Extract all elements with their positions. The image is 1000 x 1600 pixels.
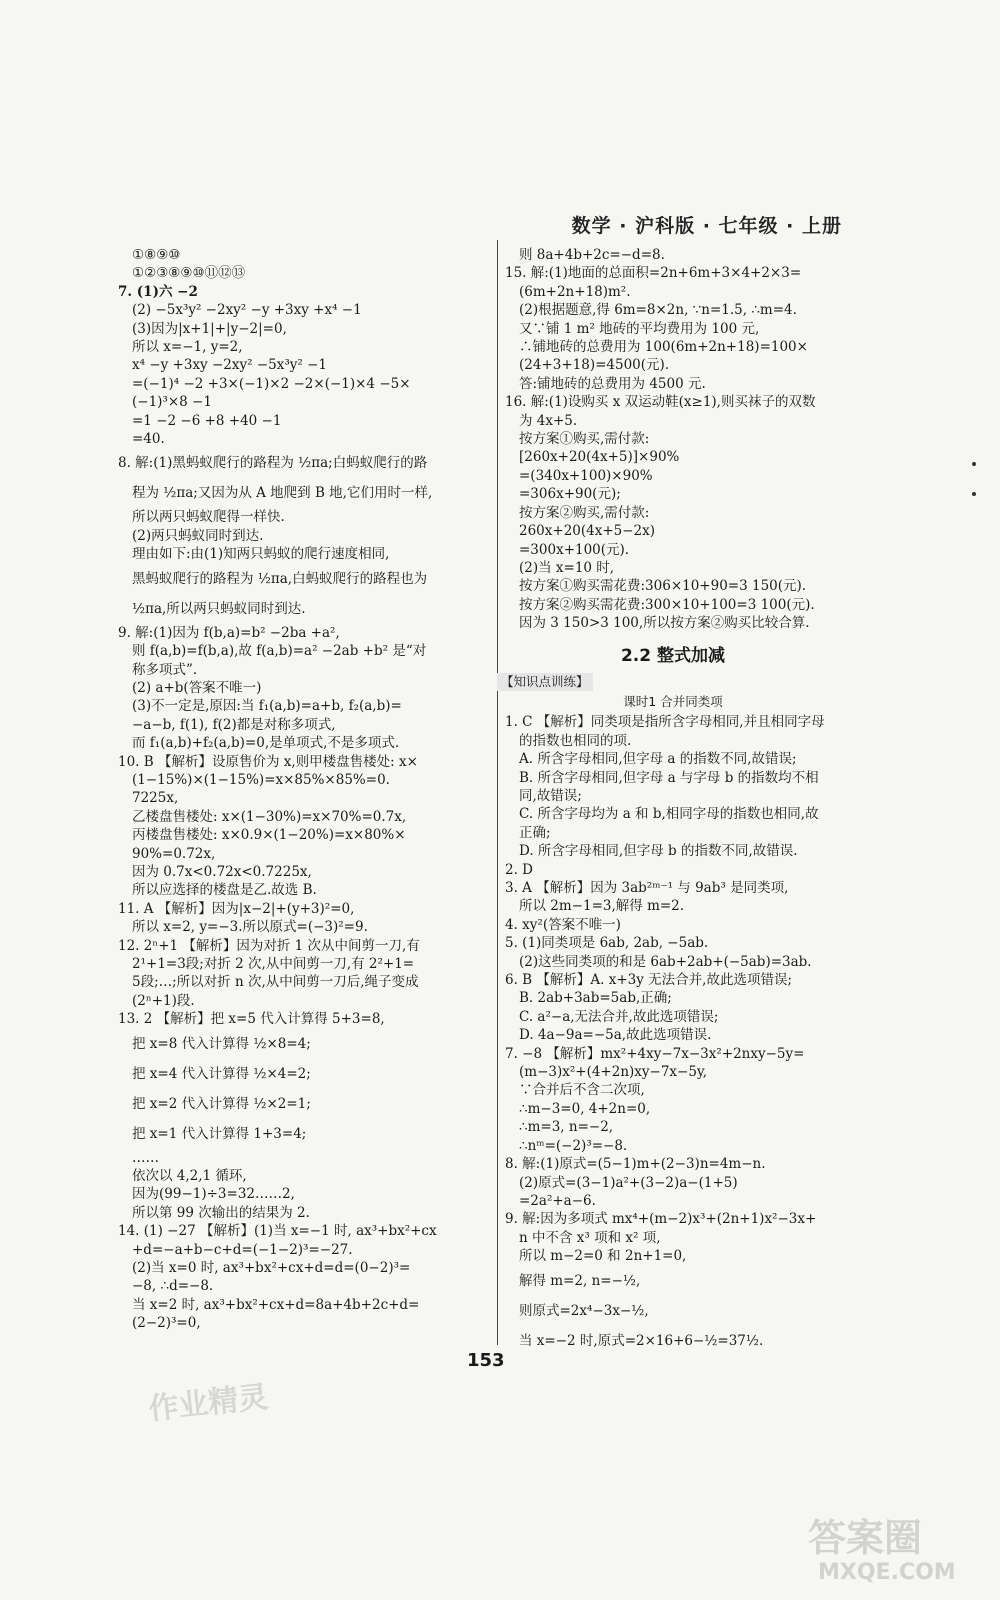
text-line: 同,故错误; <box>519 787 582 804</box>
left-column <box>118 246 488 1333</box>
text-line: 7. −8 【解析】mx²+4xy−7x−3x²+2nxy−5y= <box>505 1045 805 1062</box>
text-line: =2a²+a−6. <box>519 1192 596 1209</box>
lesson-title: 课时1 合并同类项 <box>623 693 723 709</box>
text-line: 为 4x+5. <box>519 412 578 429</box>
text-line: (6m+2n+18)m². <box>519 283 631 300</box>
text-line: ½πa,所以两只蚂蚁同时到达. <box>132 600 306 617</box>
text-line: 8. 解:(1)原式=(5−1)m+(2−3)n=4m−n. <box>505 1156 766 1173</box>
text-line: (3)不一定是,原因:当 f₁(a,b)=a+b, f₂(a,b)= <box>132 698 402 715</box>
text-line: 11. A 【解析】因为|x−2|+(y+3)²=0, <box>118 900 355 917</box>
text-line: 称多项式”. <box>132 661 198 678</box>
text-line: B. 所含字母相同,但字母 a 与字母 b 的指数均不相 <box>519 769 819 786</box>
text-line: 则原式=2x⁴−3x−½, <box>519 1302 649 1319</box>
text-line: 所以 x=−1, y=2, <box>132 339 243 356</box>
text-line: 5段;…;所以对折 n 次,从中间剪一刀后,绳子变成 <box>132 974 419 991</box>
text-line: 的指数也相同的项. <box>519 732 632 749</box>
text-line: ①②③⑧⑨⑩⑪⑫⑬ <box>132 265 246 282</box>
watermark-logo-url: MXQE.COM <box>818 1560 956 1585</box>
text-line: (2) −5x³y² −2xy² −y +3xy +x⁴ −1 <box>132 302 362 319</box>
text-line: 8. 解:(1)黑蚂蚁爬行的路程为 ½πa;白蚂蚁爬行的路 <box>118 455 428 472</box>
text-line: 2. D <box>505 861 533 878</box>
text-line: =300x+100(元). <box>519 541 630 558</box>
text-line: 正确; <box>519 824 551 841</box>
text-line: =40. <box>132 431 165 448</box>
text-line: 把 x=2 代入计算得 ½×2=1; <box>132 1095 311 1112</box>
text-line: n 中不含 x³ 项和 x² 项, <box>519 1229 661 1246</box>
text-line: (2)这些同类项的和是 6ab+2ab+(−5ab)=3ab. <box>519 953 812 970</box>
text-line: −a−b, f(1), f(2)都是对称多项式, <box>132 716 336 733</box>
text-line: 而 f₁(a,b)+f₂(a,b)=0,是单项式,不是多项式. <box>132 735 400 752</box>
text-line: 7225x, <box>132 790 179 807</box>
text-line: =(−1)⁴ −2 +3×(−1)×2 −2×(−1)×4 −5× <box>132 375 411 392</box>
text-line: 所以应选择的楼盘是乙.故选 B. <box>132 882 317 899</box>
text-line: 12. 2ⁿ+1 【解析】因为对折 1 次从中间剪一刀,有 <box>118 937 420 954</box>
column-divider <box>497 240 498 1345</box>
text-line: 当 x=2 时, ax³+bx²+cx+d=8a+4b+2c+d= <box>132 1296 420 1313</box>
text-line: 1. C 【解析】同类项是指所含字母相同,并且相同字母 <box>505 714 825 731</box>
text-line: C. 所含字母均为 a 和 b,相同字母的指数也相同,故 <box>519 806 819 823</box>
text-line: (2)当 x=10 时, <box>519 559 615 576</box>
text-line: 丙楼盘售楼处: x×0.9×(1−20%)=x×80%× <box>132 827 406 844</box>
text-line: 则 f(a,b)=f(b,a),故 f(a,b)=a² −2ab +b² 是“对 <box>132 643 427 660</box>
text-line: (2) a+b(答案不唯一) <box>132 679 262 696</box>
section-badge: 【知识点训练】 <box>497 673 593 691</box>
text-line: B. 2ab+3ab=5ab,正确; <box>519 990 672 1007</box>
scan-mark-dot <box>972 462 976 466</box>
text-line: C. a²−a,无法合并,故此选项错误; <box>519 1008 719 1025</box>
text-line: 把 x=8 代入计算得 ½×8=4; <box>132 1035 311 1052</box>
text-line: 当 x=−2 时,原式=2×16+6−½=37½. <box>519 1332 764 1349</box>
text-line: 程为 ½πa;又因为从 A 地爬到 B 地,它们用时一样, <box>132 485 433 502</box>
text-line: 3. A 【解析】因为 3ab²ᵐ⁻¹ 与 9ab³ 是同类项, <box>505 880 789 896</box>
text-line: 因为(99−1)÷3=32……2, <box>132 1186 295 1203</box>
text-line: (m−3)x²+(4+2n)xy−7x−5y, <box>519 1064 708 1081</box>
text-line: ∴nᵐ=(−2)³=−8. <box>519 1137 628 1154</box>
text-line: ∴m=3, n=−2, <box>519 1119 614 1136</box>
text-line: [260x+20(4x+5)]×90% <box>519 449 680 466</box>
scan-mark-dot <box>972 492 976 496</box>
text-line: 10. B 【解析】设原售价为 x,则甲楼盘售楼处: x× <box>118 753 418 770</box>
text-line: (2)根据题意,得 6m=8×2n, ∵n=1.5, ∴m=4. <box>519 302 797 319</box>
text-line: 9. 解:因为多项式 mx⁴+(m−2)x³+(2n+1)x²−3x+ <box>505 1211 817 1228</box>
text-line: 260x+20(4x+5−2x) <box>519 523 656 540</box>
text-line: 所以第 99 次输出的结果为 2. <box>132 1204 310 1221</box>
text-line: 7. (1)六 −2 <box>118 283 198 300</box>
text-line: 因为 0.7x<0.72x<0.7225x, <box>132 863 312 880</box>
text-line: (2ⁿ+1)段. <box>132 992 195 1009</box>
watermark-logo <box>808 1515 983 1590</box>
text-line: 2¹+1=3段;对折 2 次,从中间剪一刀,有 2²+1= <box>132 956 415 972</box>
text-line: …… <box>132 1149 159 1166</box>
watermark-text: 作业精灵 <box>146 1379 270 1428</box>
text-line: =(340x+100)×90% <box>519 467 653 484</box>
text-line: 所以 x=2, y=−3.所以原式=(−3)²=9. <box>132 919 368 936</box>
text-line: ∵合并后不含二次项, <box>519 1082 645 1099</box>
text-line: 所以 m−2=0 和 2n+1=0, <box>519 1248 687 1265</box>
text-line: 6. B 【解析】A. x+3y 无法合并,故此选项错误; <box>505 972 792 989</box>
text-line: 理由如下:由(1)知两只蚂蚁的爬行速度相同, <box>132 546 390 563</box>
text-line: 4. xy²(答案不唯一) <box>505 916 621 933</box>
text-line: 按方案①购买,需付款: <box>519 431 650 448</box>
text-line: 按方案②购买需花费:300×10+100=3 100(元). <box>519 596 815 613</box>
text-line: 按方案①购买需花费:306×10+90=3 150(元). <box>519 578 807 595</box>
text-line: (2)原式=(3−1)a²+(3−2)a−(1+5) <box>519 1174 738 1191</box>
text-line: 所以 2m−1=3,解得 m=2. <box>519 898 685 915</box>
page-header-title: 数学 · 沪科版 · 七年级 · 上册 <box>571 215 842 237</box>
text-line: 15. 解:(1)地面的总面积=2n+6m+3×4+2×3= <box>505 265 802 282</box>
text-line: 解得 m=2, n=−½, <box>519 1272 641 1289</box>
text-line: D. 4a−9a=−5a,故此选项错误. <box>519 1027 712 1044</box>
text-line: 把 x=1 代入计算得 1+3=4; <box>132 1125 307 1142</box>
text-line: 5. (1)同类项是 6ab, 2ab, −5ab. <box>505 935 709 952</box>
text-line: ∴铺地砖的总费用为 100(6m+2n+18)=100× <box>519 339 808 356</box>
text-line: =1 −2 −6 +8 +40 −1 <box>132 412 282 429</box>
text-line: ①⑧⑨⑩ <box>132 247 181 263</box>
text-line: ∴m−3=0, 4+2n=0, <box>519 1100 651 1117</box>
text-line: 因为 3 150>3 100,所以按方案②购买比较合算. <box>519 615 810 632</box>
page-number: 153 <box>467 1350 505 1371</box>
section-title: 2.2 整式加减 <box>620 645 726 666</box>
text-line: (−1)³×8 −1 <box>132 394 212 411</box>
text-line: −8, ∴d=−8. <box>132 1278 214 1295</box>
text-line: (2−2)³=0, <box>132 1315 201 1332</box>
text-line: (3)因为|x+1|+|y−2|=0, <box>132 320 287 337</box>
text-line: 14. (1) −27 【解析】(1)当 x=−1 时, ax³+bx²+cx <box>118 1223 437 1240</box>
right-column <box>501 246 841 1356</box>
text-line: 把 x=4 代入计算得 ½×4=2; <box>132 1065 311 1082</box>
text-line: 答:铺地砖的总费用为 4500 元. <box>519 375 706 392</box>
text-line: 16. 解:(1)设购买 x 双运动鞋(x≥1),则买袜子的双数 <box>505 394 816 411</box>
text-line: =306x+90(元); <box>519 486 621 503</box>
text-line: 则 8a+4b+2c=−d=8. <box>519 247 665 263</box>
text-line: A. 所含字母相同,但字母 a 的指数不同,故错误; <box>519 751 797 768</box>
text-line: 乙楼盘售楼处: x×(1−30%)=x×70%=0.7x, <box>132 808 407 825</box>
text-line: (2)当 x=0 时, ax³+bx²+cx+d=d=(0−2)³= <box>132 1260 411 1277</box>
text-line: 又∵铺 1 m² 地砖的平均费用为 100 元, <box>519 320 760 337</box>
text-line: 所以两只蚂蚁爬得一样快. <box>132 509 285 526</box>
text-line: 依次以 4,2,1 循环, <box>132 1168 247 1185</box>
watermark-logo-main: 答案圈 <box>808 1516 923 1560</box>
text-line: x⁴ −y +3xy −2xy² −5x³y² −1 <box>132 357 327 374</box>
text-line: 13. 2 【解析】把 x=5 代入计算得 5+3=8, <box>118 1011 385 1028</box>
text-line: 按方案②购买,需付款: <box>519 504 650 521</box>
text-line: (2)两只蚂蚁同时到达. <box>132 527 264 544</box>
text-line: +d=−a+b−c+d=(−1−2)³=−27. <box>132 1241 353 1258</box>
text-line: 90%=0.72x, <box>132 845 216 862</box>
text-line: 黑蚂蚁爬行的路程为 ½πa,白蚂蚁爬行的路程也为 <box>132 570 428 587</box>
text-line: (1−15%)×(1−15%)=x×85%×85%=0. <box>132 771 390 788</box>
text-line: D. 所含字母相同,但字母 b 的指数不同,故错误. <box>519 843 798 860</box>
text-line: 9. 解:(1)因为 f(b,a)=b² −2ba +a², <box>118 624 340 641</box>
text-line: (24+3+18)=4500(元). <box>519 357 670 374</box>
